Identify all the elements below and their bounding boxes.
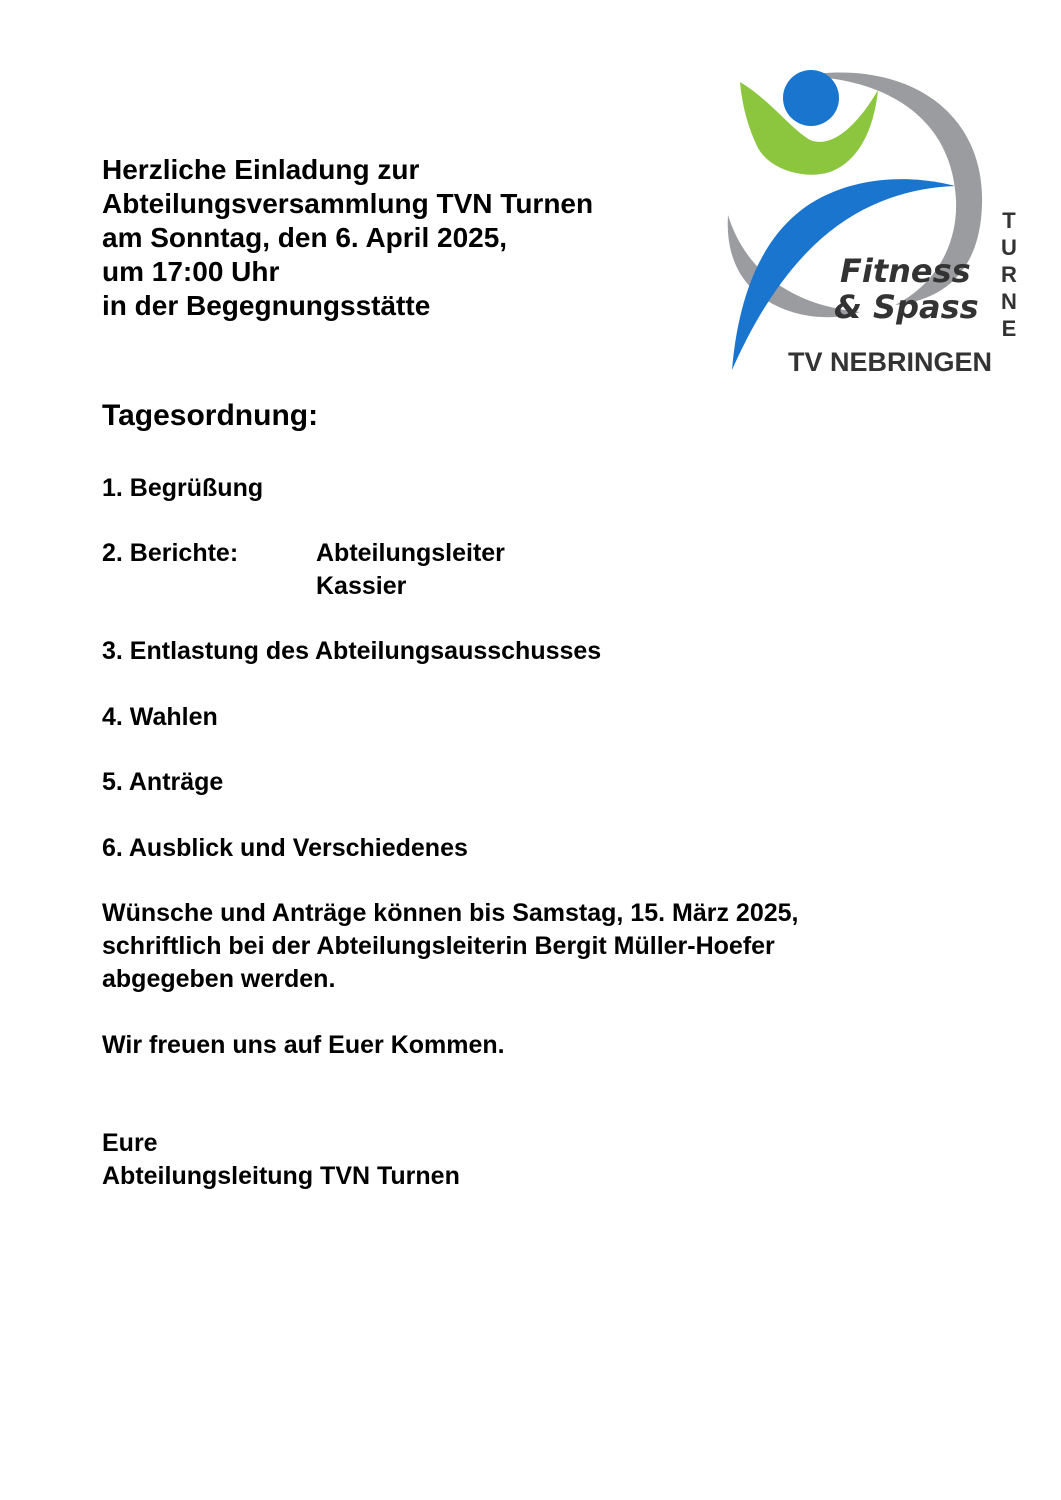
agenda-item-2-sub-2: Kassier: [316, 572, 407, 600]
intro-line-5: in der Begegnungsstätte: [102, 290, 431, 321]
logo-letter-u: U: [1001, 235, 1017, 260]
intro-line-3: am Sonntag, den 6. April 2025,: [102, 222, 508, 253]
agenda-item-5: 5. Anträge: [102, 768, 224, 796]
agenda-heading: Tagesordnung:: [102, 399, 319, 432]
signature-line-1: Eure: [102, 1129, 158, 1157]
closing-line: Wir freuen uns auf Euer Kommen.: [102, 1031, 505, 1059]
logo-spass-text: & Spass: [834, 288, 979, 326]
agenda-item-4: 4. Wahlen: [102, 703, 218, 731]
agenda-item-2-sub-1: Abteilungsleiter: [316, 539, 505, 567]
invitation-header: [102, 153, 593, 323]
agenda-item-3: 3. Entlastung des Abteilungsausschusses: [102, 637, 602, 665]
notice-line-2: schriftlich bei der Abteilungsleiterin Bergit Müller-Hoefer: [102, 932, 775, 960]
logo-letter-t: T: [1002, 208, 1016, 233]
notice-line-1: Wünsche und Anträge können bis Samstag, 15. März 2025,: [102, 899, 799, 927]
logo-club-text: TV NEBRINGEN: [788, 347, 993, 377]
club-logo: [722, 62, 1022, 377]
notice-line-3: abgegeben werden.: [102, 965, 336, 993]
logo-letter-r: R: [1001, 262, 1017, 287]
logo-letter-e: E: [1001, 316, 1017, 341]
agenda-item-6: 6. Ausblick und Verschiedenes: [102, 834, 468, 862]
intro-line-4: um 17:00 Uhr: [102, 256, 280, 287]
logo-fitness-text: Fitness: [840, 252, 971, 290]
signature-line-2: Abteilungsleitung TVN Turnen: [102, 1162, 460, 1190]
intro-line-2: Abteilungsversammlung TVN Turnen: [102, 188, 594, 219]
logo-letter-n: N: [1001, 289, 1017, 314]
logo-blue-head: [783, 70, 839, 126]
intro-line-1: Herzliche Einladung zur: [102, 154, 420, 185]
agenda-item-2: 2. Berichte:: [102, 539, 239, 567]
agenda-item-1: 1. Begrüßung: [102, 474, 264, 502]
